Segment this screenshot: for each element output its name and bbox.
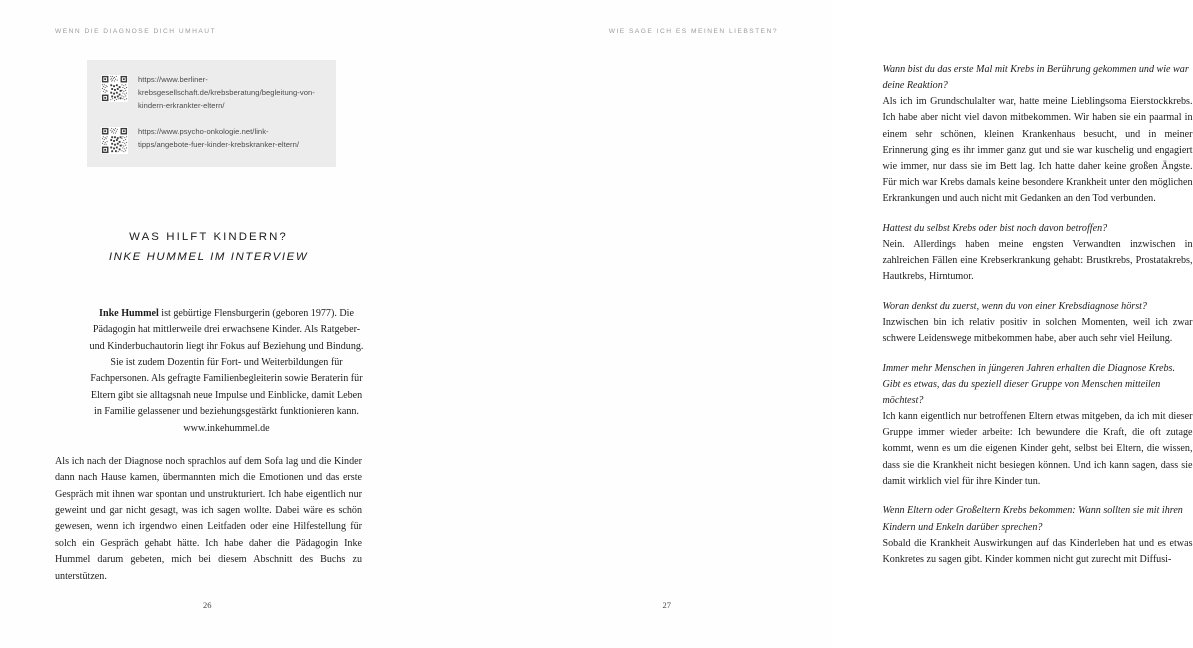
interview-qa-item	[883, 361, 1193, 490]
interview-question: Hattest du selbst Krebs oder bist noch davon betroffen?	[882, 222, 1108, 234]
author-bio-text: ist gebürtige Flensburgerin (geboren 1977). Die Pädagogin hat mittlerweile drei erwachsene Kinder. Als Ratgeber- und Kinderbuchautorin liegt ihr Fokus auf Beziehung und Bindung. Sie ist zudem Dozentin für Fort- und Weiterbildungen für Fachpersonen. Als gefragte Familienbegleiterin sowie Beraterin für Eltern gibt sie alltagsnah neue Impulse und Einblicke, damit Leben in Familie gelassener und beziehungsgestärkt funktionieren kann. www.inkehummel.de	[89, 308, 364, 434]
interview-qa-item	[883, 62, 1193, 207]
interview-qa-item	[883, 503, 1193, 568]
qr-code-icon	[101, 75, 128, 102]
interview-answer: Sobald die Krankheit Auswirkungen auf das Kinderleben hat und es etwas Konkretes zu sagen gibt. Kinder kommen nicht gut zurecht mit Diffusi-	[882, 537, 1193, 565]
interview-question: Immer mehr Menschen in jüngeren Jahren erhalten die Diagnose Krebs. Gibt es etwas, das du speziell dieser Gruppe von Menschen mitteilen möchtest?	[882, 362, 1175, 407]
page-number-left: 26	[203, 600, 212, 610]
running-head-left: WENN DIE DIAGNOSE DICH UMHAUT	[55, 28, 217, 35]
page-number-right: 27	[662, 600, 671, 610]
interview-question: Wann bist du das erste Mal mit Krebs in Berührung gekommen und wie war deine Reaktion?	[882, 64, 1189, 92]
left-page	[0, 0, 417, 648]
resource-link-item[interactable]	[101, 73, 320, 112]
resource-link-url[interactable]: https://www.psycho-onkologie.net/link-tipps/angebote-fuer-kinder-krebskranker-eltern/	[138, 127, 300, 150]
interview-answer: Inzwischen bin ich relativ positiv in solchen Momenten, weil ich zwar schwere Leidenswege mitbekommen habe, aber auch sehr viel Heilung.	[882, 316, 1193, 345]
interview-answer: Als ich im Grundschulalter war, hatte meine Lieblingsoma Eierstockkrebs. Ich habe aber nicht viel davon mitbekommen. Wir haben sie ein paarmal in einem sehr schönen, kleinen Krankenhaus besucht, und in meiner Erinnerung ging es ihr immer ganz gut und sie war kuschelig und engagiert wie immer, nur dass sie im Bett lag. Ich hatte daher keine großen Ängste. Für mich war Krebs damals keine besondere Krankheit unter den möglichen Erkrankungen und auch nicht mit Gedanken an den Tod verbunden.	[882, 96, 1193, 205]
right-page	[417, 0, 1193, 648]
author-bio	[89, 306, 364, 437]
interview-qa-item	[883, 221, 1193, 286]
resource-link-url[interactable]: https://www.berliner-krebsgesellschaft.de/krebsberatung/begleitung-von-kindern-erkrankter-eltern/	[138, 75, 315, 111]
resource-link-box	[87, 60, 336, 167]
qr-code-icon	[101, 127, 128, 154]
section-title: WAS HILFT KINDERN?	[129, 231, 288, 243]
interview-answer: Nein. Allerdings haben meine engsten Verwandten inzwischen in zahlreichen Fällen eine Krebserkrankung gehabt: Brustkrebs, Prostatakrebs, Hautkrebs, Hirntumor.	[882, 238, 1193, 283]
interview-qa-item	[883, 299, 1193, 347]
section-heading-block	[55, 231, 362, 263]
resource-link-item[interactable]	[101, 125, 320, 154]
section-subtitle: INKE HUMMEL IM INTERVIEW	[108, 251, 309, 263]
interview-qa-list	[883, 62, 1193, 568]
interview-answer: Ich kann eigentlich nur betroffenen Eltern etwas mitgeben, da ich mit dieser Gruppe immer wieder arbeite: Ich bewundere die Kraft, die oft zutage kommt, wenn es um die eigenen Kinder geht, selbst bei Eltern, die wissen, dass sie die Krankheit nicht besiegen können. Und ich kann sagen, dass sie damit wirklich viel für ihre Kinder tun.	[882, 411, 1193, 487]
interview-question: Wenn Eltern oder Großeltern Krebs bekommen: Wann sollten sie mit ihren Kindern und Enkeln darüber sprechen?	[882, 505, 1183, 533]
author-bio-name: Inke Hummel	[99, 308, 159, 320]
left-body-paragraph: Als ich nach der Diagnose noch sprachlos auf dem Sofa lag und die Kinder dann nach Hause kamen, übermannten mich die Emotionen und das erste Gespräch mit ihnen war spontan und unstrukturiert. Ich habe eigentlich nur geweint und gar nicht gesagt, was ich sagen wollte. Dabei wäre es schön gewesen, wenn ich irgendwo einen Leitfaden oder eine Hilfestellung für solch ein Gespräch gehabt hätte. Ich habe daher die Pädagogin Inke Hummel darum gebeten, mich bei diesem Abschnitt des Buchs zu unterstützen.	[55, 456, 362, 582]
running-head-right: WIE SAGE ICH ES MEINEN LIEBSTEN?	[608, 28, 778, 35]
interview-question: Woran denkst du zuerst, wenn du von einer Krebsdiagnose hörst?	[882, 300, 1147, 312]
